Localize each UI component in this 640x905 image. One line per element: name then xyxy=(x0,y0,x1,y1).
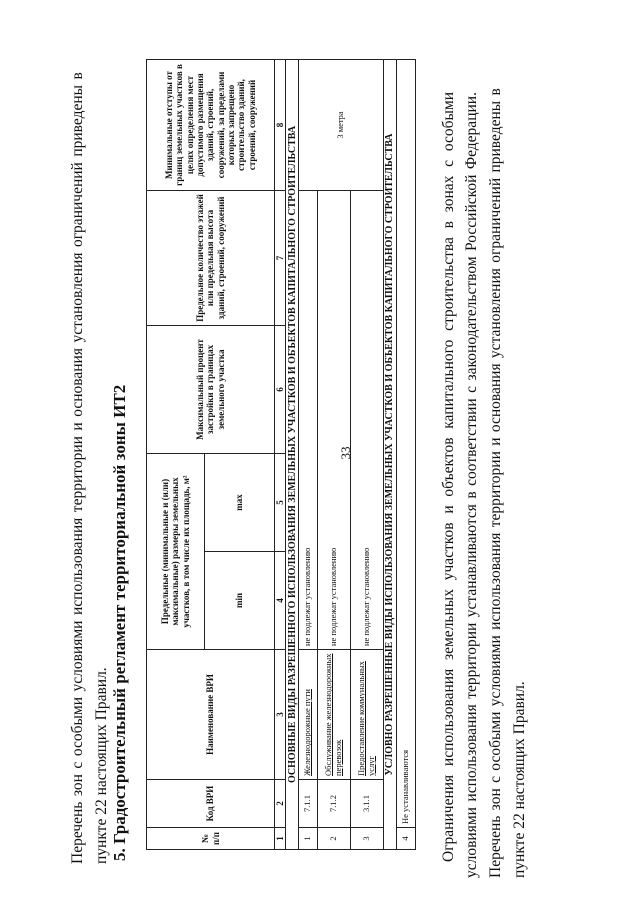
col-number: 7 xyxy=(275,190,286,325)
conditional-section-heading: УСЛОВНО РАЗРЕШЕННЫЕ ВИДЫ ИСПОЛЬЗОВАНИЯ ЗЕМЕЛЬНЫХ УЧАСТКОВ И ОБЪЕКТОВ КАПИТАЛЬНОГО СТРОИТЕЛЬСТВА xyxy=(384,59,397,849)
header-size: Предельные (минимальные и (или) максимальные) размеры земельных участков, в том числе их площадь, м² xyxy=(147,453,205,649)
word: условиями xyxy=(463,807,480,878)
word: с xyxy=(69,761,86,769)
word: с xyxy=(463,385,480,393)
column-numbers-row xyxy=(275,59,286,849)
header-name: Наименование ВРИ xyxy=(147,650,275,780)
header-max: max xyxy=(205,453,275,551)
word: территории xyxy=(463,622,480,699)
table-row xyxy=(299,59,318,849)
header-code: Код ВРИ xyxy=(147,780,275,828)
word: условиями xyxy=(69,620,86,692)
word: приведены xyxy=(487,100,504,173)
header-min: min xyxy=(205,552,275,650)
row-code: 3.1.1 xyxy=(351,780,384,828)
restrictions-para-line-2 xyxy=(464,92,480,878)
row-name: Предоставление коммунальных услуг xyxy=(351,650,384,780)
word: Перечень xyxy=(487,815,504,878)
regulation-table-wrapper xyxy=(146,60,416,850)
zones-para-line-2: пункте 22 настоящих Правил. xyxy=(511,681,528,878)
col-number: 2 xyxy=(275,780,286,828)
header-setback: Минимальные отступы от границ земельных участков в целях определения мест допустимого размещения зданий, строений, сооружений, за пределами которых запрещено строительство зданий, строений, сооружений xyxy=(147,59,275,190)
row-code: 7.1.2 xyxy=(318,780,351,828)
word: земельных xyxy=(440,589,457,660)
word: использования xyxy=(69,517,86,616)
word: территории xyxy=(69,436,86,513)
word: в xyxy=(487,88,504,96)
word: использования xyxy=(463,704,480,802)
word: территории xyxy=(487,451,504,528)
page-number: 33 xyxy=(338,446,353,460)
word: приведены xyxy=(69,84,86,157)
setback-value: 3 метра xyxy=(299,59,384,190)
zones-para-line-1 xyxy=(488,88,504,878)
header-coverage: Максимальный процент застройки в границах земельного участка xyxy=(147,325,275,453)
word: особыми xyxy=(69,697,86,757)
word: и xyxy=(69,422,86,431)
word: условиями xyxy=(487,635,504,707)
word: зонах xyxy=(440,175,457,213)
word: в xyxy=(463,491,480,499)
word: Перечень xyxy=(69,801,86,864)
row-num: 3 xyxy=(351,828,384,850)
word: зон xyxy=(69,774,86,797)
row-code: 7.1.1 xyxy=(299,780,318,828)
word: установления xyxy=(69,252,86,343)
word: капитального xyxy=(440,339,457,429)
word: Российской xyxy=(463,174,480,251)
row-size: не подлежат установлению xyxy=(299,190,318,649)
word: устанавливаются xyxy=(463,504,480,618)
header-floors: Предельное количество этажей или предельная высота зданий, строений, сооружений xyxy=(147,190,275,325)
word: ограничений xyxy=(487,177,504,263)
col-number: 8 xyxy=(275,59,286,190)
col-number: 3 xyxy=(275,650,286,780)
word: особыми xyxy=(487,711,504,771)
row-name: Обслуживание железнодорожных перевозок xyxy=(318,650,351,780)
word: зон xyxy=(487,788,504,811)
word: и xyxy=(440,505,457,514)
word: установления xyxy=(487,268,504,359)
main-section-heading: ОСНОВНЫЕ ВИДЫ РАЗРЕШЕННОГО ИСПОЛЬЗОВАНИЯ ЗЕМЕЛЬНЫХ УЧАСТКОВ И ОБЪЕКТОВ КАПИТАЛЬНОГО СТРОИТЕЛЬСТВА xyxy=(286,59,299,849)
row-size: не подлежат установлению xyxy=(351,190,384,649)
word: с xyxy=(440,159,457,167)
word: ограничений xyxy=(69,162,86,248)
row-num: 1 xyxy=(299,828,318,850)
section-title: 5. Градостроительный регламент территориальной зоны ИТ2 xyxy=(110,384,129,861)
word: законодательством xyxy=(463,256,480,381)
word: объектов xyxy=(440,437,457,497)
row-num: 4 xyxy=(397,828,416,850)
intro-line-2: пункте 22 настоящих Правил. xyxy=(93,667,110,864)
word: особыми xyxy=(440,92,457,152)
row-size: не подлежат установлению xyxy=(318,190,351,649)
header-num: № п/п xyxy=(147,828,275,850)
word: строительства xyxy=(440,237,457,331)
regulation-table xyxy=(146,59,416,850)
word: основания xyxy=(69,348,86,417)
word: в xyxy=(440,221,457,229)
word: использования xyxy=(440,668,457,767)
word: соответствии xyxy=(463,398,480,486)
word: основания xyxy=(487,363,504,433)
row-name: Железнодорожные пути xyxy=(299,650,318,780)
col-number: 4 xyxy=(275,552,286,650)
restrictions-para-line-1 xyxy=(441,92,457,862)
word: участков xyxy=(440,522,457,581)
intro-line-1 xyxy=(70,72,86,864)
row-num: 2 xyxy=(318,828,351,850)
col-number: 1 xyxy=(275,828,286,850)
col-number: 5 xyxy=(275,453,286,551)
word: использования xyxy=(487,532,504,630)
word: Федерации. xyxy=(463,92,480,170)
table-row xyxy=(397,59,416,849)
word: Ограничения xyxy=(440,774,457,862)
word: и xyxy=(487,437,504,446)
col-number: 6 xyxy=(275,325,286,453)
conditional-row-text: Не устанавливаются xyxy=(397,59,416,827)
word: с xyxy=(487,776,504,783)
word: в xyxy=(69,72,86,80)
